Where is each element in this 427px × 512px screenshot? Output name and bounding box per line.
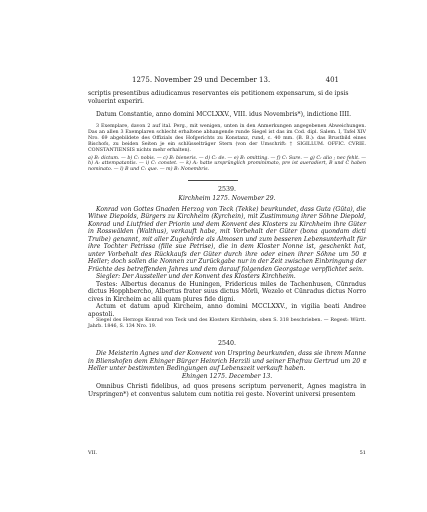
section-divider xyxy=(188,180,238,181)
apparatus-notes: a) B: dictum. — b) C: nobis. — c) B: bieneris. — d) C: de. — e) B: omitting. — f) C: Sure. — g) C: alio ; nec fehlt. — h) A: attempatantis. — i) C: constet. — k) A: hatte ursprünglich prominimato, pre ist aueradiert, B und C haben nominato. — l) B und C: que. — m) B: Nonembris. xyxy=(88,155,366,173)
datum-line-block xyxy=(88,111,366,119)
doc-number: 2539. xyxy=(217,186,237,193)
doc-regest: Konrad von Gottes Gnaden Herzog von Teck (Tekke) beurkundet, dass Guta (Gūta), die Witwe Diepolds, Bürgers zu Kirchheim (Kyrchein), mit Zustimmung ihrer Söhne Diepold, Konrad und Liutfried der Priorin und dem Konvent des Klosters zu Kirchheim ihre Güter in Rosswälden (Walthus), verkauft habe, mit Vorbehalt der Güter (bona quondam dicti Truibe) genannt, mit aller Zugehörde als Almosen und zum besseren Lebensunterhalt für ihre Tochter Petrissa (fille sue Petrise), die in dem Kloster Nonne ist, geschenkt hat, unter Vorbehalt des Rückkaufs der Güter durch ihre oder einen ihrer Söhne um 50 ₶ Heller; doch sollen die Nonnen zur Zurückgabe nur in der Zeit zwischen Einbringung der Früchte des betreffenden Jahres und dem darauf folgenden Georgstage verpflichtet sein. xyxy=(88,205,366,273)
doc-sigler: Siegler: Der Aussteller und der Konvent des Klosters Kirchheim. xyxy=(96,273,296,280)
doc-2539 xyxy=(88,186,366,330)
doc-number: 2540. xyxy=(217,340,237,347)
datum-line: Datum Constantie, anno domini MCCLXXV., VIII. idus Novembris*), indictione IIII. xyxy=(96,111,352,118)
running-title: 1275. November 29 und December 13. xyxy=(132,76,271,84)
doc-text: Omnibus Christi fidelibus, ad quos presens scriptum pervenerit, Agnes magistra in Urspringen*) et conventus salutem cum notitia rei geste. Noverint universi presentem xyxy=(88,383,366,398)
doc-testes: Testes: Albertus decanus de Huningen, Fridericus miles de Tachenhusen, Cūnradus dictus Hopphbercho, Albertus frater suus dictus Mōrli, Wezelo et Cūnradus dictus Norro cives in Kircheim ac alii quam plures fide digni. xyxy=(88,280,366,303)
volume-mark: VII. xyxy=(88,450,98,456)
running-header xyxy=(132,76,339,86)
apparatus-text: 3 Exemplare, davon 2 auf ital. Perg., mit wenigen, unten in den Anmerkungen angegebenen Abweichungen. Das an allen 3 Exemplaren schlecht erhaltene abhangende runde Siegel ist das im Cod. dipl. Salem. I, Tafel XIV Nro. 69 abgebildete des Offizials des Hofgerichts zu Konstanz, rund, c. 40 mm. (B. B.): das Brustbild eines Bischofs, zu beiden Seiten je ein schlüsselträger Stern (von der Umschrift: † SIGILLUM. OFFIC. CVRIE. CONSTANTIENSIS nichts mehr erhalten). xyxy=(88,124,366,153)
doc-regest: Die Meisterin Agnes und der Konvent von Urspring beurkunden, dass sie ihrem Manne in Blienshofen dem Ehinger Bürger Heinrich Herzili und seiner Ehefrau Gertrud um 20 ₶ Heller unter bestimmten Bedingungen auf Lebenszeit verkauft haben. xyxy=(88,350,367,372)
apparatus-block xyxy=(88,124,366,173)
sheet-mark: 51 xyxy=(359,450,366,456)
doc-2540 xyxy=(88,340,366,398)
intro-line-2: voluerint experiri. xyxy=(88,97,144,105)
intro-line-1: scriptis presentibus adiudicamus reservantes eis petitionem expensarum, si de ipsis xyxy=(88,90,349,97)
doc-siegel-note: Siegel des Herzogs Konrad von Teck und des Klosters Kirchheim, oben S. 318 beschrieben. — Regest: Württ. Jahrb. 1846, S. 134 Nro. 19. xyxy=(88,318,366,329)
intro-paragraph xyxy=(88,90,366,105)
page-number: 401 xyxy=(325,76,339,84)
doc-place-date: Kirchheim 1275. November 29. xyxy=(178,195,276,202)
doc-actum: Actum et datum apud Kircheim, anno domini MCCLXXV., in vigilia beati Andree apostoli. xyxy=(88,303,366,318)
doc-place-date: Ehingen 1275. December 13. xyxy=(181,372,273,380)
